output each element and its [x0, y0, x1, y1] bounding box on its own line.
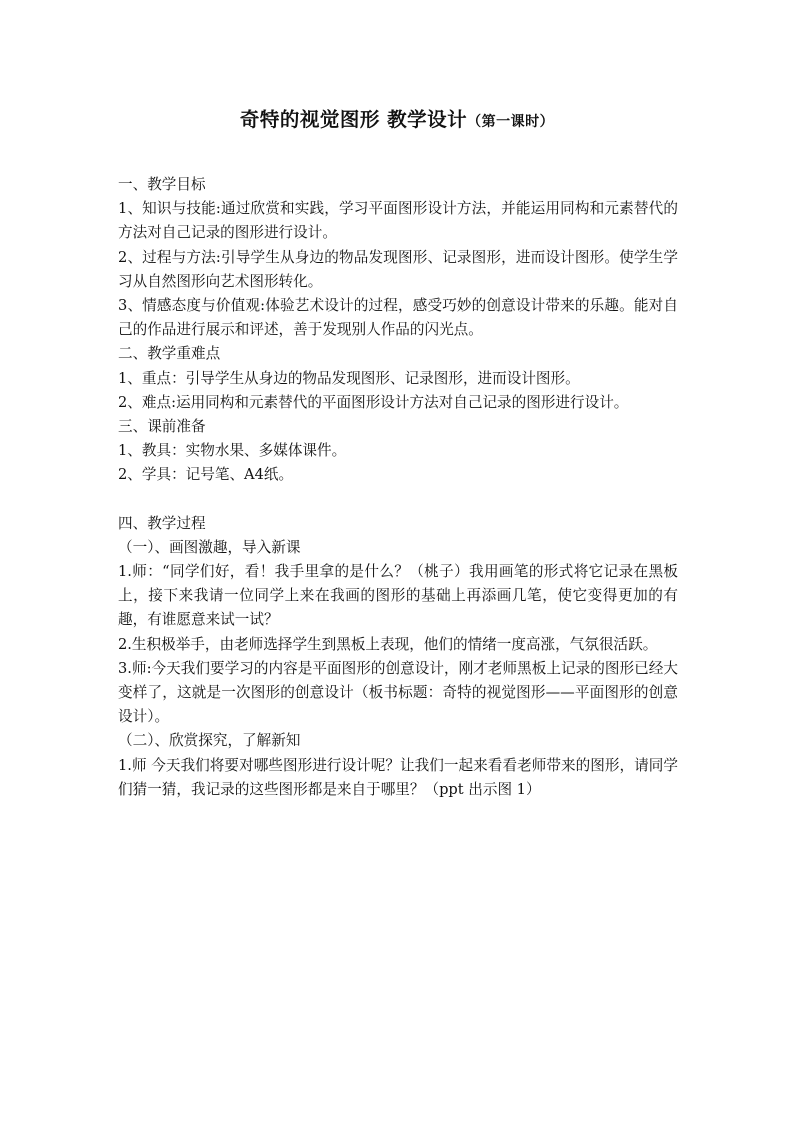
subsection-heading: （一）、画图激趣，导入新课	[118, 538, 301, 556]
section-heading: 三、课前准备	[118, 418, 206, 436]
title-sub: （第一课时）	[467, 114, 555, 130]
paragraph: 1.师 今天我们将要对哪些图形进行设计呢？让我们一起来看看老师带来的图形，请同学们猜一猜，我记录的这些图形都是来自于哪里？（ppt 出示图 1）	[118, 756, 678, 798]
paragraph: 3、情感态度与价值观:体验艺术设计的过程，感受巧妙的创意设计带来的乐趣。能对自己的作品进行展示和评述，善于发现别人作品的闪光点。	[118, 297, 678, 339]
section-heading: 一、教学目标	[118, 176, 206, 193]
document-title	[0, 104, 794, 132]
paragraph: 2.生积极举手，由老师选择学生到黑板上表现，他们的情绪一度高涨，气氛很活跃。	[118, 635, 658, 653]
paragraph: 2、过程与方法:引导学生从身边的物品发现图形、记录图形，进而设计图形。使学生学习从自然图形向艺术图形转化。	[118, 248, 678, 290]
paragraph: 1、重点：引导学生从身边的物品发现图形、记录图形，进而设计图形。	[118, 369, 580, 387]
subsection-heading: （二）、欣赏探究，了解新知	[118, 732, 301, 750]
paragraph: 3.师:今天我们要学习的内容是平面图形的创意设计，刚才老师黑板上记录的图形已经大变样了，这就是一次图形的创意设计（板书标题：奇特的视觉图形——平面图形的创意设计）。	[118, 659, 678, 726]
title-main: 奇特的视觉图形 教学设计	[239, 108, 468, 131]
document-body	[118, 173, 678, 802]
paragraph: 2、学具：记号笔、A4纸。	[118, 466, 294, 484]
paragraph: 1、知识与技能:通过欣赏和实践，学习平面图形设计方法，并能运用同构和元素替代的方法对自己记录的图形进行设计。	[118, 200, 678, 242]
paragraph: 2、难点:运用同构和元素替代的平面图形设计方法对自己记录的图形进行设计。	[118, 393, 629, 411]
section-heading: 二、教学重难点	[118, 345, 221, 363]
paragraph: 1.师：“同学们好，看！我手里拿的是什么？（桃子）我用画笔的形式将它记录在黑板上，接下来我请一位同学上来在我画的图形的基础上再添画几笔，使它变得更加的有趣，有谁愿意来试一试？	[118, 563, 678, 629]
paragraph: 1、教具：实物水果、多媒体课件。	[118, 442, 347, 460]
section-heading: 四、教学过程	[118, 514, 206, 532]
